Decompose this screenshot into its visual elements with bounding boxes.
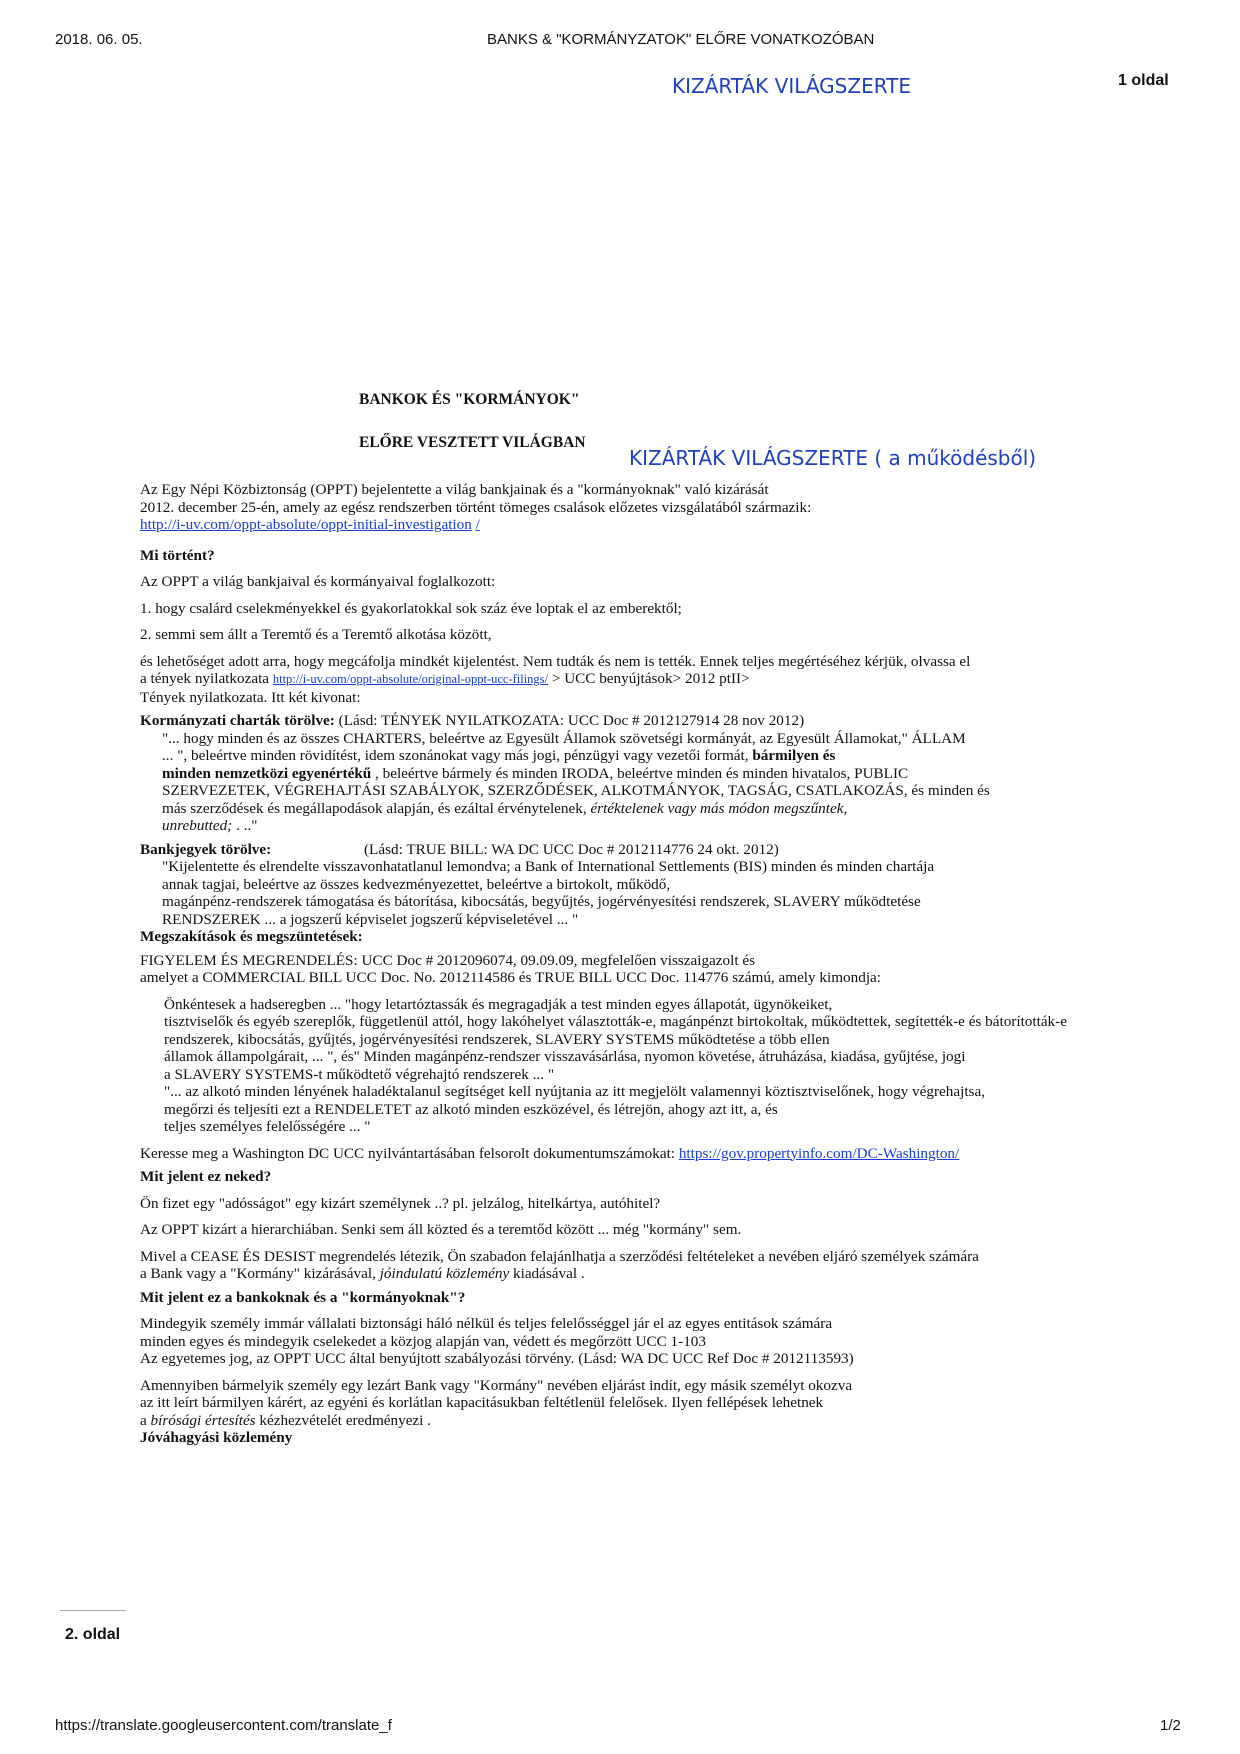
charters-line5-a: más szerződések és megállapodások alapján, és ezáltal érvénytelenek, bbox=[162, 799, 587, 817]
doc-title-line1: BANKOK ÉS "KORMÁNYOK" bbox=[359, 391, 580, 408]
charters-line6 bbox=[162, 817, 1200, 835]
you-p3b-pre: a Bank vagy a "Kormány" kizárásával, bbox=[140, 1265, 376, 1282]
intro-link-line bbox=[140, 516, 1200, 534]
you-p1: Ön fizet egy "adósságot" egy kizárt személynek ..? pl. jelzálog, hitelkártya, autóhitel? bbox=[140, 1194, 661, 1212]
banks-line1: "Kijelentette és elrendelte visszavonhatatlanul lemondva; a Bank of International Settlements (BIS) minden és minden chartája bbox=[162, 858, 935, 875]
banks-ref: (Lásd: TRUE BILL: WA DC UCC Doc # 2012114776 24 okt. 2012) bbox=[364, 840, 779, 858]
bg-p1: Mindegyik személy immár vállalati biztonsági háló nélkül és teljes felelősséggel jár el az egyes entitások számára bbox=[140, 1315, 833, 1332]
intro-line2: 2012. december 25-én, amely az egész rendszerben történt tömeges csalások előzetes vizsgálatából származik: bbox=[140, 498, 812, 516]
banks-line4: RENDSZEREK ... a jogszerű képviselet jogszerű képviseletével ... " bbox=[162, 910, 579, 928]
bg-p6-italic: bírósági értesítés bbox=[150, 1411, 256, 1429]
article-body bbox=[140, 481, 1200, 1447]
print-date: 2018. 06. 05. bbox=[55, 31, 143, 48]
para-facts-line bbox=[140, 670, 1200, 689]
acknowledgement-notice: Jóváhagyási közlemény bbox=[140, 1429, 293, 1446]
charters-line5-b: értéktelenek vagy más módon megszűntek, bbox=[590, 799, 848, 817]
charters-line1: "... hogy minden és az összes CHARTERS, beleértve az Egyesült Államok szövetségi kormányát, az Egyesült Államokat," ÁLLAM bbox=[162, 729, 966, 747]
seizures-line2: amelyet a COMMERCIAL BILL UCC Doc. No. 2012114586 és TRUE BILL UCC Doc. 114776 számú, amely kimondja: bbox=[140, 969, 882, 986]
facts-post: > UCC benyújtások> 2012 ptII> bbox=[551, 670, 750, 687]
page2-label: 2. oldal bbox=[65, 1626, 121, 1643]
banks-quote bbox=[140, 858, 1200, 928]
charters-ref: (Lásd: TÉNYEK NYILATKOZATA: UCC Doc # 2012127914 28 nov 2012) bbox=[338, 712, 805, 729]
page-label: 1 oldal bbox=[1118, 72, 1169, 89]
bg-p5: az itt leírt bármilyen kárért, az egyéni és korlátlan kapacitásukban feltétlenül felelősek. Ilyen fellépések lehetnek bbox=[140, 1394, 824, 1411]
facts-pre: a tények nyilatkozata bbox=[140, 670, 270, 687]
banks-line3: magánpénz-rendszerek támogatása és bátorítása, kibocsátás, begyűjtés, jogérvényesítési rendszerek, SLAVERY működtetése bbox=[162, 893, 921, 910]
bg-p6-pre: a bbox=[140, 1411, 147, 1429]
para-point-2: 2. semmi sem állt a Teremtő és a Teremtő alkotása között, bbox=[140, 626, 492, 643]
you-p3a: Mivel a CEASE ÉS DESIST megrendelés létezik, Ön szabadon felajánlhatja a szerződési feltételeket a nevében eljáró személyek számára bbox=[140, 1247, 979, 1265]
overlay-subtitle: KIZÁRTÁK VILÁGSZERTE ( a működésből) bbox=[629, 446, 1037, 470]
oppt-investigation-link[interactable]: http://i-uv.com/oppt-absolute/oppt-initial-investigation bbox=[140, 516, 472, 533]
oppt-investigation-link-suffix[interactable]: / bbox=[475, 516, 480, 533]
seizures-q6: "... az alkotó minden lényének haladéktalanul segítséget kell nyújtania az itt megjelölt valamennyi köztisztviselőnek, hogy végrehajtsa, bbox=[164, 1083, 986, 1100]
seizures-q2: tisztviselők és egyéb szereplők, függetlenül attól, hogy lakóhelyet választották-e, magánpénzt birtokoltak, működtettek, segítették-e és bátorították-e bbox=[164, 1013, 1067, 1030]
heading-what-happened: Mi történt? bbox=[140, 546, 215, 564]
charters-line3 bbox=[162, 765, 1200, 783]
charters-line2-a: ... ", beleértve minden rövidítést, idem szonánokat vagy más jogi, pénzügyi vagy vezetői formát, bbox=[162, 747, 749, 764]
charters-line5 bbox=[162, 800, 1200, 818]
seizures-q1: Önkéntesek a hadseregben ... "hogy letartóztassák és megragadják a test minden egyes állapotát, ügynökeiket, bbox=[164, 995, 833, 1013]
you-p3b-post: kiadásával . bbox=[513, 1265, 585, 1282]
seizures-q3: rendszerek, kibocsátás, gyűjtés, jogérvényesítési rendszerek, SLAVERY SYSTEMS működtetése a több ellen bbox=[164, 1030, 830, 1048]
banks-heading-line bbox=[140, 841, 1200, 859]
bg-p6-post: kézhezvételét eredményezi . bbox=[259, 1411, 431, 1429]
para-two-excerpts: Tények nyilatkozata. Itt két kivonat: bbox=[140, 688, 361, 706]
charters-line2-b: bármilyen és bbox=[752, 747, 836, 764]
ucc-filings-link[interactable]: http://i-uv.com/oppt-absolute/original-oppt-ucc-filings/ bbox=[272, 672, 549, 686]
charters-quote bbox=[140, 730, 1200, 835]
charters-line2 bbox=[162, 747, 1200, 765]
charters-line6-a: unrebutted; bbox=[162, 817, 233, 834]
para-opportunity: és lehetőséget adott arra, hogy megcáfolja mindkét kijelentést. Nem tudták és nem is tették. Ennek teljes megértéséhez kérjük, olvassa el bbox=[140, 652, 971, 670]
you-p3b bbox=[140, 1265, 1200, 1283]
overlay-title: KIZÁRTÁK VILÁGSZERTE bbox=[672, 74, 911, 98]
charters-heading: Kormányzati charták törölve: bbox=[140, 712, 335, 729]
page-divider bbox=[60, 1610, 126, 1611]
doc-title-line2: ELŐRE VESZTETT VILÁGBAN bbox=[359, 434, 586, 451]
seizures-heading: Megszakítások és megszüntetések: bbox=[140, 928, 363, 945]
banks-line2: annak tagjai, beleértve az összes kedvezményezettet, beleértve a birtokolt, működő, bbox=[162, 875, 671, 893]
intro-line1: Az Egy Népi Közbiztonság (OPPT) bejelentette a világ bankjainak és a "kormányoknak" való kizárását bbox=[140, 481, 769, 498]
seizures-quote bbox=[140, 996, 1200, 1136]
print-footer-url: https://translate.googleusercontent.com/translate_f bbox=[55, 1717, 392, 1734]
para-oppt-dealt: Az OPPT a világ bankjaival és kormányaival foglalkozott: bbox=[140, 573, 496, 590]
seizures-q7: megőrzi és teljesíti ezt a RENDELETET az alkotó minden eszközével, és létrejön, ahogy azt itt, a, és bbox=[164, 1100, 778, 1118]
bg-p3: Az egyetemes jog, az OPPT UCC által benyújtott szabályozási törvény. (Lásd: WA DC UCC Ref Doc # 2012113593) bbox=[140, 1350, 854, 1367]
search-pre: Keresse meg a Washington DC UCC nyilvántartásában felsorolt dokumentumszámokat: bbox=[140, 1144, 676, 1162]
para-point-1: 1. hogy csalárd cselekményekkel és gyakorlatokkal sok száz éve loptak el az emberektől; bbox=[140, 599, 682, 617]
search-line bbox=[140, 1145, 1200, 1163]
charters-line4: SZERVEZETEK, VÉGREHAJTÁSI SZABÁLYOK, SZERZŐDÉSEK, ALKOTMÁNYOK, TAGSÁG, CSATLAKOZÁS, és minden és bbox=[162, 782, 990, 799]
charters-line6-b: . .." bbox=[236, 817, 258, 834]
print-doc-title: BANKS & "KORMÁNYZATOK" ELŐRE VONATKOZÓBAN bbox=[487, 31, 875, 48]
seizures-q8: teljes személyes felelősségére ... " bbox=[164, 1118, 371, 1135]
charters-line3-a: minden nemzetközi egyenértékű bbox=[162, 764, 372, 782]
charters-line3-b: , beleértve bármely és minden IRODA, beleértve minden és minden hivatalos, PUBLIC bbox=[375, 764, 909, 782]
bg-p2: minden egyes és mindegyik cselekedet a közjog alapján van, védett és megőrzött UCC 1-103 bbox=[140, 1332, 706, 1350]
seizures-line1: FIGYELEM ÉS MEGRENDELÉS: UCC Doc # 2012096074, 09.09.09, megfelelően visszaigazolt és bbox=[140, 951, 756, 969]
propertyinfo-link[interactable]: https://gov.propertyinfo.com/DC-Washington/ bbox=[678, 1144, 960, 1162]
banks-heading: Bankjegyek törölve: bbox=[140, 840, 272, 858]
seizures-q5: a SLAVERY SYSTEMS-t működtető végrehajtó rendszerek ... " bbox=[164, 1065, 555, 1083]
you-p2: Az OPPT kizárt a hierarchiában. Senki sem áll közted és a teremtőd között ... még "kormány" sem. bbox=[140, 1221, 742, 1238]
heading-what-for-you: Mit jelent ez neked? bbox=[140, 1168, 272, 1185]
charters-heading-line bbox=[140, 712, 1200, 730]
print-footer-page: 1/2 bbox=[1160, 1717, 1181, 1734]
bg-p6 bbox=[140, 1412, 1200, 1430]
bg-p4: Amennyiben bármelyik személy egy lezárt Bank vagy "Kormány" nevében eljárást indít, egy másik személyt okozva bbox=[140, 1376, 853, 1394]
heading-banks-governments: Mit jelent ez a bankoknak és a "kormányoknak"? bbox=[140, 1288, 466, 1306]
seizures-q4: államok állampolgárait, ... ", és" Minden magánpénz-rendszer visszavásárlása, nyomon követése, átruházása, kiadása, gyűjtése, jogi bbox=[164, 1048, 966, 1065]
you-p3b-italic: jóindulatú közlemény bbox=[379, 1265, 510, 1282]
